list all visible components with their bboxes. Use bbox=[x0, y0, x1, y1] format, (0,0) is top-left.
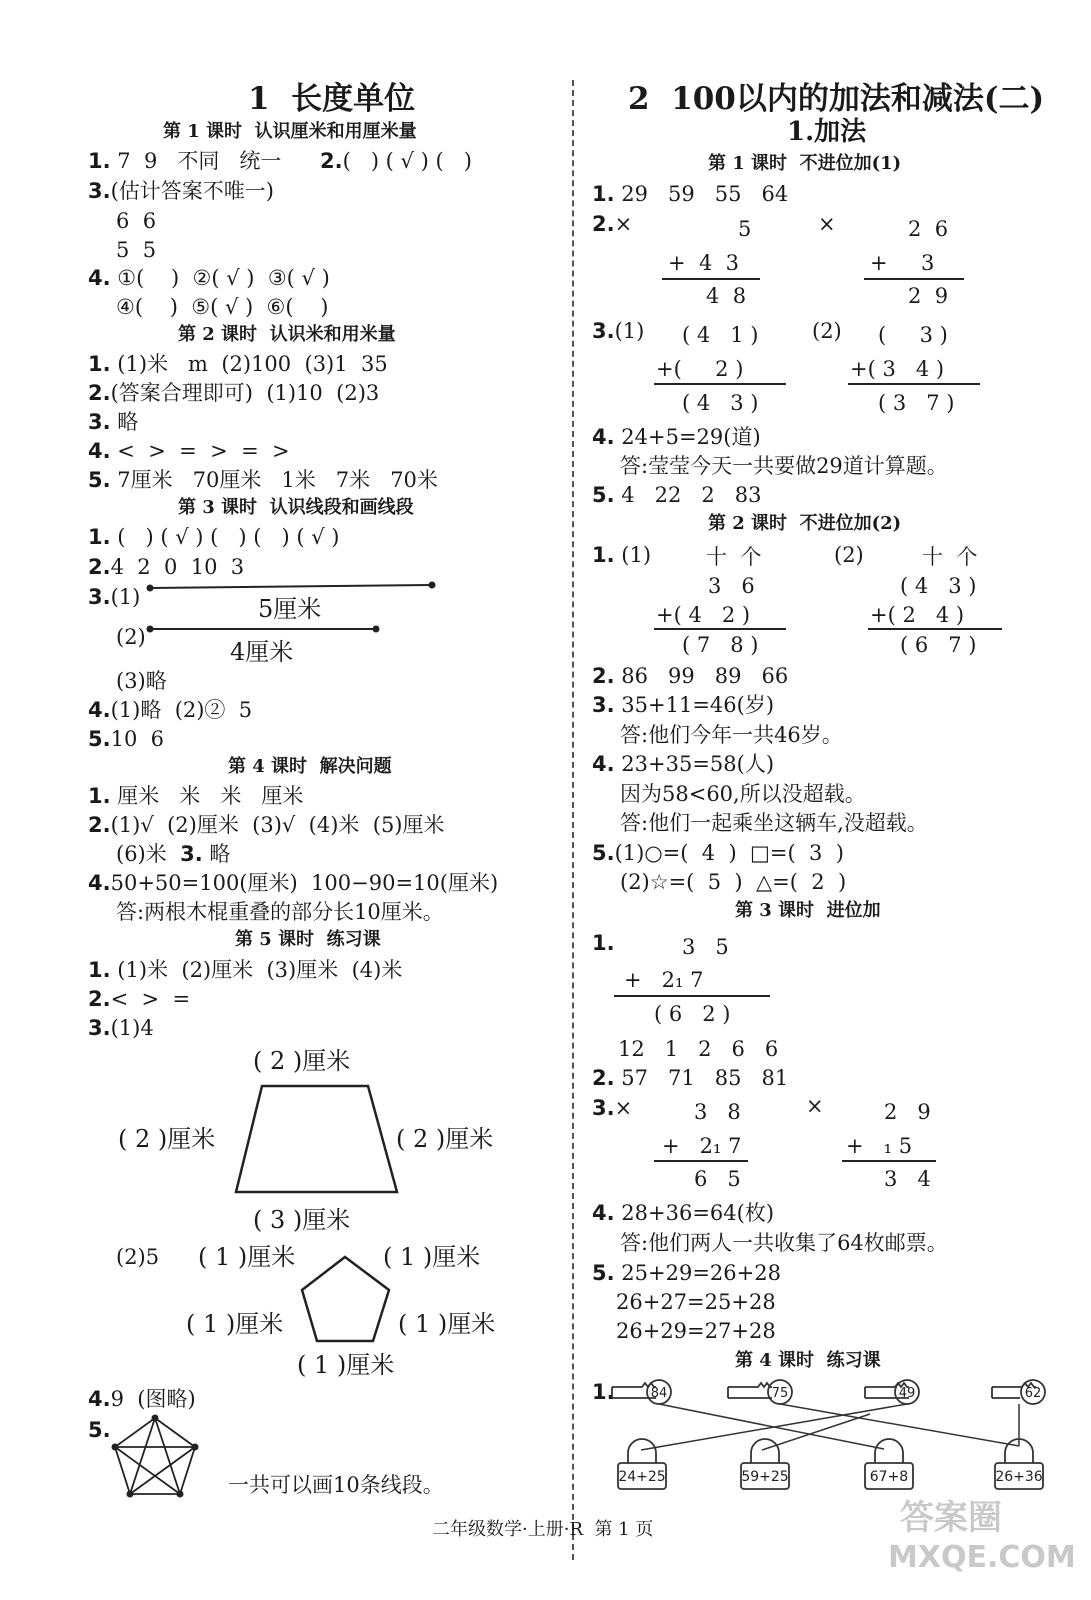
trapezoid-bottom-label: ( 3 )厘米 bbox=[253, 1206, 351, 1234]
r3-q2-answer: 57 71 85 81 bbox=[621, 1066, 789, 1090]
l3-q3-part2-label: (2) bbox=[116, 625, 146, 649]
q-number: 5. bbox=[88, 727, 111, 751]
l5-q3-part1: (1)4 bbox=[110, 1016, 154, 1040]
r3-q3a-row3: 6 5 bbox=[694, 1167, 741, 1191]
q-number: 1. bbox=[88, 352, 111, 376]
r-lesson-1-heading: 第 1 课时 不进位加(1) bbox=[708, 153, 902, 174]
pentagon-top-left-label: ( 1 )厘米 bbox=[198, 1243, 296, 1271]
l1-q3-row2: 5 5 bbox=[116, 238, 157, 262]
r2-q1-1-row3: ( 7 8 ) bbox=[682, 633, 759, 657]
l1-q3-note: (估计答案不唯一) bbox=[110, 179, 274, 203]
place-value-header: 十 个 bbox=[922, 545, 978, 569]
cross-mark: × bbox=[614, 212, 633, 236]
q-number: 1. bbox=[88, 525, 111, 549]
l4-q1-answer: 厘米 米 米 厘米 bbox=[117, 784, 304, 808]
q-number: 1. bbox=[592, 931, 615, 955]
r2-q1-2-row1: ( 4 3 ) bbox=[900, 574, 977, 598]
key-value: 49 bbox=[898, 1386, 916, 1401]
r3-q1-tail: 12 1 2 6 6 bbox=[618, 1037, 779, 1061]
r1-q3-1-row1: ( 4 1 ) bbox=[682, 323, 759, 347]
q-number: 4. bbox=[592, 752, 615, 776]
q-number: 4. bbox=[592, 425, 615, 449]
r1-q2a-row2: + 4 3 bbox=[668, 251, 740, 275]
l4-q2-row1: (1)√ (2)厘米 (3)√ (4)米 (5)厘米 bbox=[110, 813, 445, 837]
r1-q3-2-row2: +( 3 4 ) bbox=[850, 357, 945, 381]
lesson-5-heading: 第 5 课时 练习课 bbox=[235, 929, 381, 950]
l5-q2-answer: < > = bbox=[110, 987, 191, 1011]
r-lesson-4-heading: 第 4 课时 练习课 bbox=[735, 1350, 881, 1371]
q-number: 5. bbox=[88, 1418, 111, 1442]
l5-q1-answer: (1)米 (2)厘米 (3)厘米 (4)米 bbox=[117, 958, 403, 982]
r2-q1-1-row1: 3 6 bbox=[708, 574, 755, 598]
r3-q1-row3: ( 6 2 ) bbox=[654, 1002, 731, 1026]
key-value: 84 bbox=[650, 1386, 668, 1401]
r-lesson-2-heading: 第 2 课时 不进位加(2) bbox=[708, 513, 902, 534]
l5-q3-part2: (2)5 bbox=[116, 1245, 160, 1269]
l4-q2-row2: (6)米 bbox=[116, 842, 167, 866]
l1-q4-row2: ④( ) ⑤( √ ) ⑥( ) bbox=[116, 295, 329, 319]
trapezoid-top-label: ( 2 )厘米 bbox=[253, 1047, 351, 1075]
lesson-4-heading: 第 4 课时 解决问题 bbox=[228, 756, 392, 777]
l1-q3-row1: 6 6 bbox=[116, 209, 157, 233]
r1-q3-part2-label: (2) bbox=[812, 319, 842, 343]
q-number: 4. bbox=[88, 439, 111, 463]
lock-expression: 26+36 bbox=[995, 1469, 1043, 1485]
r2-q5-row1: (1)○=( 4 ) □=( 3 ) bbox=[614, 841, 844, 865]
r2-q3-answer: 答:他们今年一共46岁。 bbox=[620, 723, 843, 747]
place-value-header: 十 个 bbox=[706, 545, 762, 569]
lesson-1-heading: 第 1 课时 认识厘米和用厘米量 bbox=[163, 121, 417, 142]
lesson-3-heading: 第 3 课时 认识线段和画线段 bbox=[178, 497, 414, 518]
q-number: 2. bbox=[88, 555, 111, 579]
watermark-logo: 答案圈 bbox=[900, 1498, 1002, 1538]
r1-q2a-row1: 5 bbox=[738, 217, 752, 241]
match-lines bbox=[641, 1404, 1019, 1450]
r3-q3b-row1: 2 9 bbox=[884, 1100, 931, 1124]
chapter-1-title: 1 长度单位 bbox=[248, 81, 416, 117]
q-number: 5. bbox=[592, 1261, 615, 1285]
l2-q5-answer: 7厘米 70厘米 1米 7米 70米 bbox=[117, 468, 438, 492]
q-number: 4. bbox=[592, 1201, 615, 1225]
r1-q4-equation: 24+5=29(道) bbox=[621, 425, 761, 449]
r2-q1-1-row2: +( 4 2 ) bbox=[656, 603, 751, 627]
r3-q5-row2: 26+27=25+28 bbox=[616, 1290, 776, 1314]
l1-q1-answer: 7 9 不同 统一 bbox=[117, 149, 282, 173]
q-number: 2. bbox=[88, 813, 111, 837]
q-number: 3. bbox=[592, 319, 615, 343]
l2-q3-answer: 略 bbox=[117, 410, 139, 434]
watermark-url: MXQE.COM bbox=[888, 1540, 1076, 1575]
q-number: 5. bbox=[592, 483, 615, 507]
r2-q2-answer: 86 99 89 66 bbox=[621, 664, 789, 688]
r3-q4-equation: 28+36=64(枚) bbox=[621, 1201, 775, 1225]
r1-q2b-row3: 2 9 bbox=[908, 284, 949, 308]
r3-q1-row2: + 2₁ 7 bbox=[624, 968, 704, 992]
q-number: 2. bbox=[320, 149, 343, 173]
r2-q1-2-row2: +( 2 4 ) bbox=[870, 603, 965, 627]
pentagon-left-label: ( 1 )厘米 bbox=[186, 1310, 284, 1338]
q-number: 3. bbox=[88, 1016, 111, 1040]
q-number: 1. bbox=[88, 149, 111, 173]
r1-q5-answer: 4 22 2 83 bbox=[621, 483, 762, 507]
r1-q2b-row1: 2 6 bbox=[908, 217, 949, 241]
r1-q3-2-row1: ( 3 ) bbox=[878, 323, 948, 347]
q-number: 1. bbox=[88, 784, 111, 808]
q-number: 4. bbox=[88, 698, 111, 722]
pentagon-top-right-label: ( 1 )厘米 bbox=[383, 1243, 481, 1271]
segment-1-length: 5厘米 bbox=[258, 595, 322, 623]
r3-q4-answer: 答:他们两人一共收集了64枚邮票。 bbox=[620, 1231, 948, 1255]
l3-q2-answer: 4 2 0 10 3 bbox=[110, 555, 245, 579]
r1-q2a-row3: 4 8 bbox=[706, 284, 747, 308]
l4-q4-row1: 50+50=100(厘米) 100−90=10(厘米) bbox=[110, 871, 499, 895]
l4-q4-row2: 答:两根木棍重叠的部分长10厘米。 bbox=[116, 900, 444, 924]
section-title: 1.加法 bbox=[787, 117, 867, 147]
l3-q5-answer: 10 6 bbox=[110, 727, 165, 751]
lesson-2-heading: 第 2 课时 认识米和用米量 bbox=[178, 324, 396, 345]
q-number: 5. bbox=[592, 841, 615, 865]
chapter-2-title: 2 100以内的加法和减法(二) bbox=[628, 81, 1045, 117]
r3-q3a-row2: + 2₁ 7 bbox=[662, 1134, 742, 1158]
cross-mark: × bbox=[806, 1094, 824, 1118]
l1-q2-answer: ( ) ( √ ) ( ) bbox=[342, 149, 472, 173]
l5-q5-answer: 一共可以画10条线段。 bbox=[228, 1473, 444, 1497]
page-footer: 二年级数学·上册·R 第 1 页 bbox=[432, 1519, 654, 1540]
r-lesson-3-heading: 第 3 课时 进位加 bbox=[735, 900, 881, 921]
r2-q5-row2: (2)☆=( 5 ) △=( 2 ) bbox=[620, 870, 847, 894]
l1-q4-row1: ①( ) ②( √ ) ③( √ ) bbox=[117, 266, 330, 290]
q-number: 2. bbox=[592, 1066, 615, 1090]
l5-q4-answer: 9 (图略) bbox=[110, 1387, 196, 1411]
r2-q3-equation: 35+11=46(岁) bbox=[621, 693, 775, 717]
l4-q3-answer: 略 bbox=[209, 842, 231, 866]
q-number: 2. bbox=[592, 664, 615, 688]
lock-expression: 67+8 bbox=[869, 1469, 909, 1485]
q-number: 4. bbox=[88, 871, 111, 895]
l3-q3-part3: (3)略 bbox=[116, 669, 167, 693]
l3-q4-answer: (1)略 (2)② 5 bbox=[110, 698, 253, 722]
q-number: 3. bbox=[592, 1096, 615, 1120]
cross-mark: × bbox=[818, 212, 836, 236]
q-number: 1. bbox=[88, 958, 111, 982]
q-number: 2. bbox=[592, 212, 615, 236]
q-number: 1. bbox=[592, 1380, 615, 1404]
r3-q5-row3: 26+29=27+28 bbox=[616, 1319, 776, 1343]
l3-q1-answer: ( ) ( √ ) ( ) ( ) ( √ ) bbox=[117, 525, 340, 549]
l3-q3-part1-label: (1) bbox=[110, 585, 141, 609]
r1-q3-part1-label: (1) bbox=[614, 319, 645, 343]
q-number: 3. bbox=[180, 842, 203, 866]
r1-q1-answer: 29 59 55 64 bbox=[621, 182, 789, 206]
q-number: 3. bbox=[592, 693, 615, 717]
r2-q4-reason: 因为58<60,所以没超载。 bbox=[620, 782, 866, 806]
segment-2-length: 4厘米 bbox=[230, 638, 294, 666]
r3-q3a-row1: 3 8 bbox=[694, 1100, 741, 1124]
r1-q2b-row2: + 3 bbox=[870, 251, 935, 275]
l2-q4-answer: < > = > = > bbox=[117, 439, 290, 463]
q-number: 4. bbox=[88, 1387, 111, 1411]
r2-q4-answer: 答:他们一起乘坐这辆车,没超载。 bbox=[620, 811, 928, 835]
l2-q1-answer: (1)米 m (2)100 (3)1 35 bbox=[117, 352, 388, 376]
r3-q3b-row3: 3 4 bbox=[884, 1167, 931, 1191]
cross-mark: × bbox=[614, 1096, 633, 1120]
q-number: 5. bbox=[88, 468, 111, 492]
r3-q5-row1: 25+29=26+28 bbox=[621, 1261, 781, 1285]
key-value: 75 bbox=[771, 1386, 789, 1401]
key-value: 62 bbox=[1024, 1386, 1042, 1401]
trapezoid-left-label: ( 2 )厘米 bbox=[118, 1125, 216, 1153]
pentagon-right-label: ( 1 )厘米 bbox=[398, 1310, 496, 1338]
r1-q4-answer: 答:莹莹今天一共要做29道计算题。 bbox=[620, 454, 948, 478]
r2-q1-part2-label: (2) bbox=[834, 543, 864, 567]
q-number: 3. bbox=[88, 585, 111, 609]
r1-q3-1-row2: +( 2 ) bbox=[656, 357, 744, 381]
lock-expression: 24+25 bbox=[618, 1469, 666, 1485]
q-number: 3. bbox=[88, 179, 111, 203]
q-number: 2. bbox=[88, 381, 111, 405]
r3-q1-row1: 3 5 bbox=[682, 935, 729, 959]
q-number: 4. bbox=[88, 266, 111, 290]
l2-q2-answer: (答案合理即可) (1)10 (2)3 bbox=[110, 381, 380, 405]
r2-q4-equation: 23+35=58(人) bbox=[621, 752, 775, 776]
pentagon-bottom-label: ( 1 )厘米 bbox=[297, 1351, 395, 1379]
q-number: 1. bbox=[592, 182, 615, 206]
r1-q3-1-row3: ( 4 3 ) bbox=[682, 391, 759, 415]
r2-q1-part1-label: (1) bbox=[621, 543, 652, 567]
q-number: 2. bbox=[88, 987, 111, 1011]
trapezoid-right-label: ( 2 )厘米 bbox=[396, 1125, 494, 1153]
lock-expression: 59+25 bbox=[741, 1469, 789, 1485]
q-number: 3. bbox=[88, 410, 111, 434]
r3-q3b-row2: + ₁ 5 bbox=[846, 1134, 913, 1158]
r2-q1-2-row3: ( 6 7 ) bbox=[900, 633, 977, 657]
q-number: 1. bbox=[592, 543, 615, 567]
r1-q3-2-row3: ( 3 7 ) bbox=[878, 391, 955, 415]
